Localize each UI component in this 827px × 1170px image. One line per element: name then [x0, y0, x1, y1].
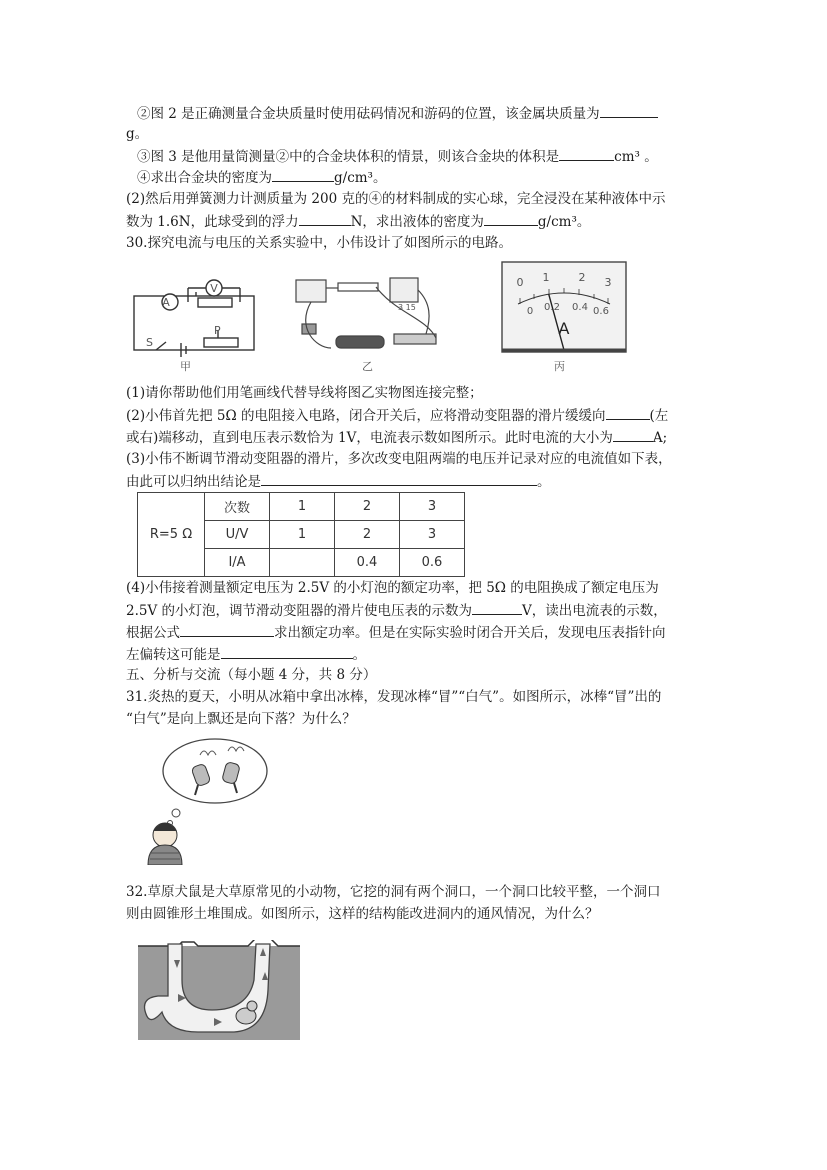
scale-bottom-1: 0.2 [544, 302, 560, 313]
answer-blank[interactable] [261, 471, 537, 486]
scale-bottom-3: 0.6 [593, 306, 609, 317]
answer-blank[interactable] [221, 644, 353, 659]
figure-32-burrow [138, 940, 300, 1040]
terminal-label: 3 15 [398, 303, 416, 312]
question-30-4-cont2 [126, 622, 666, 643]
text: “白气”是向上飘还是向下落？为什么？ [126, 711, 356, 727]
answer-blank[interactable] [299, 211, 351, 226]
question-30-3 [126, 449, 672, 469]
slider-label: P [214, 324, 221, 337]
answer-blank[interactable] [613, 427, 653, 442]
text: 。 [537, 474, 551, 490]
question-30-2-cont [126, 427, 667, 448]
answer-blank[interactable] [180, 622, 274, 637]
table-cell: 3 [400, 493, 465, 521]
boy-icon [148, 823, 182, 865]
table-cell: 1 [270, 521, 335, 549]
text: 2.5V 的小灯泡，调节滑动变阻器的滑片使电压表的示数为 [126, 603, 473, 619]
text: ④求出合金块的密度为 [137, 170, 272, 186]
question-31 [126, 687, 661, 707]
text: (2)然后用弹簧测力计测质量为 200 克的④的材料制成的实心球，完全浸没在某种液体中示 [126, 191, 666, 207]
switch-symbol [156, 342, 166, 350]
resistor-device [338, 283, 378, 291]
question-part-2 [126, 189, 665, 209]
text: 则由圆锥形土堆围成。如图所示，这样的结构能改进洞内的通风情况，为什么？ [126, 906, 599, 922]
text: g/cm³。 [334, 170, 387, 186]
text: 数为 1.6N，此球受到的浮力 [126, 214, 299, 230]
question-30-1 [126, 383, 483, 403]
question-line-2-cont [126, 124, 148, 144]
text: 或右)端移动，直到电压表示数恰为 1V，电流表示数如图所示。此时电流的大小为 [126, 430, 613, 446]
text: 32.草原犬鼠是大草原常见的小动物，它挖的洞有两个洞口，一个洞口比较平整，一个洞口 [126, 884, 661, 900]
question-32 [126, 882, 660, 902]
text: 由此可以归纳出结论是 [126, 474, 261, 490]
question-30-4 [126, 578, 659, 598]
answer-blank[interactable] [272, 167, 334, 182]
figure-30 [126, 258, 636, 378]
text: cm³ 。 [614, 149, 658, 165]
figure-31-illustration [140, 735, 270, 865]
scale-top-0: 0 [516, 276, 524, 289]
question-line-3 [137, 146, 658, 167]
question-30-title [126, 233, 512, 253]
scale-top-2: 2 [578, 271, 586, 284]
voltmeter-label: V [210, 282, 218, 295]
text: 。 [352, 647, 366, 663]
section-heading [126, 665, 376, 685]
thought-bubble [163, 739, 267, 803]
scale-top-1: 1 [542, 271, 550, 284]
answer-blank[interactable] [472, 600, 522, 615]
table-row [138, 493, 465, 521]
question-30-3-cont [126, 471, 551, 492]
table-label-cell: R=5 Ω [138, 493, 205, 577]
text: (2)小伟首先把 5Ω 的电阻接入电路，闭合开关后，应将滑动变阻器的滑片缓缓向 [126, 408, 606, 424]
caption-bing: 丙 [554, 360, 565, 373]
text: g。 [126, 126, 149, 142]
scale-top-3: 3 [604, 276, 612, 289]
rheostat-device [394, 334, 436, 344]
answer-blank[interactable] [600, 103, 658, 118]
table-cell: 3 [400, 521, 465, 549]
table-cell: 次数 [205, 493, 270, 521]
apparatus-yi [296, 278, 436, 348]
meter-unit: A [558, 319, 570, 338]
text: ②图 2 是正确测量合金块质量时使用砝码情况和游码的位置，该金属块质量为 [137, 106, 600, 122]
text: (左 [649, 408, 669, 424]
question-32-cont [126, 904, 599, 924]
question-31-cont [126, 709, 356, 729]
text: 31.炎热的夏天，小明从冰箱中拿出冰棒，发现冰棒“冒”“白气”。如图所示，冰棒“冒”出的 [126, 689, 662, 705]
voltmeter-device [390, 278, 418, 302]
answer-blank[interactable] [559, 146, 614, 161]
resistor-symbol [198, 298, 232, 307]
text: 根据公式 [126, 625, 180, 641]
battery-device [336, 336, 384, 348]
caption-yi: 乙 [362, 360, 373, 373]
text: (1)请你帮助他们用笔画线代替导线将图乙实物图连接完整； [126, 385, 483, 401]
question-line-2 [137, 103, 658, 124]
text: ③图 3 是他用量筒测量②中的合金块体积的情景，则该合金块的体积是 [137, 149, 560, 165]
question-30-2 [126, 405, 668, 426]
ammeter-device [296, 280, 326, 302]
switch-label: S [146, 336, 153, 349]
text: 求出额定功率。但是在实际实验时闭合开关后，发现电压表指针向 [274, 625, 666, 641]
text: (3)小伟不断调节滑动变阻器的滑片，多次改变电阻两端的电压并记录对应的电流值如下表， [126, 451, 672, 467]
table-cell: 2 [335, 521, 400, 549]
question-line-4 [137, 167, 386, 188]
scale-bottom-0: 0 [526, 306, 534, 317]
text: A; [652, 430, 668, 446]
text: 30.探究电流与电压的关系实验中，小伟设计了如图所示的电路。 [126, 235, 512, 251]
scale-bottom-2: 0.4 [572, 302, 588, 313]
table-cell[interactable] [270, 549, 335, 577]
text: V，读出电流表的示数， [522, 603, 667, 619]
answer-blank[interactable] [484, 211, 538, 226]
table-cell: 0.6 [400, 549, 465, 577]
answer-blank[interactable] [606, 405, 650, 420]
data-table [137, 492, 465, 577]
caption-jia: 甲 [180, 360, 191, 373]
question-30-4-cont3 [126, 644, 366, 665]
table-cell: 0.4 [335, 549, 400, 577]
text: (4)小伟接着测量额定电压为 2.5V 的小灯泡的额定功率，把 5Ω 的电阻换成了额定电压为 [126, 580, 659, 596]
text: g/cm³。 [537, 214, 591, 230]
rheostat-symbol [204, 338, 238, 347]
text: N，求出液体的密度为 [350, 214, 484, 230]
question-30-4-cont [126, 600, 667, 621]
table-cell: 2 [335, 493, 400, 521]
table-cell: I/A [205, 549, 270, 577]
table-cell: U/V [205, 521, 270, 549]
text: 左偏转这可能是 [126, 647, 221, 663]
table-cell: 1 [270, 493, 335, 521]
ammeter-label: A [162, 296, 170, 309]
text: 五、分析与交流（每小题 4 分，共 8 分） [126, 667, 377, 683]
question-part-2-cont [126, 211, 590, 232]
